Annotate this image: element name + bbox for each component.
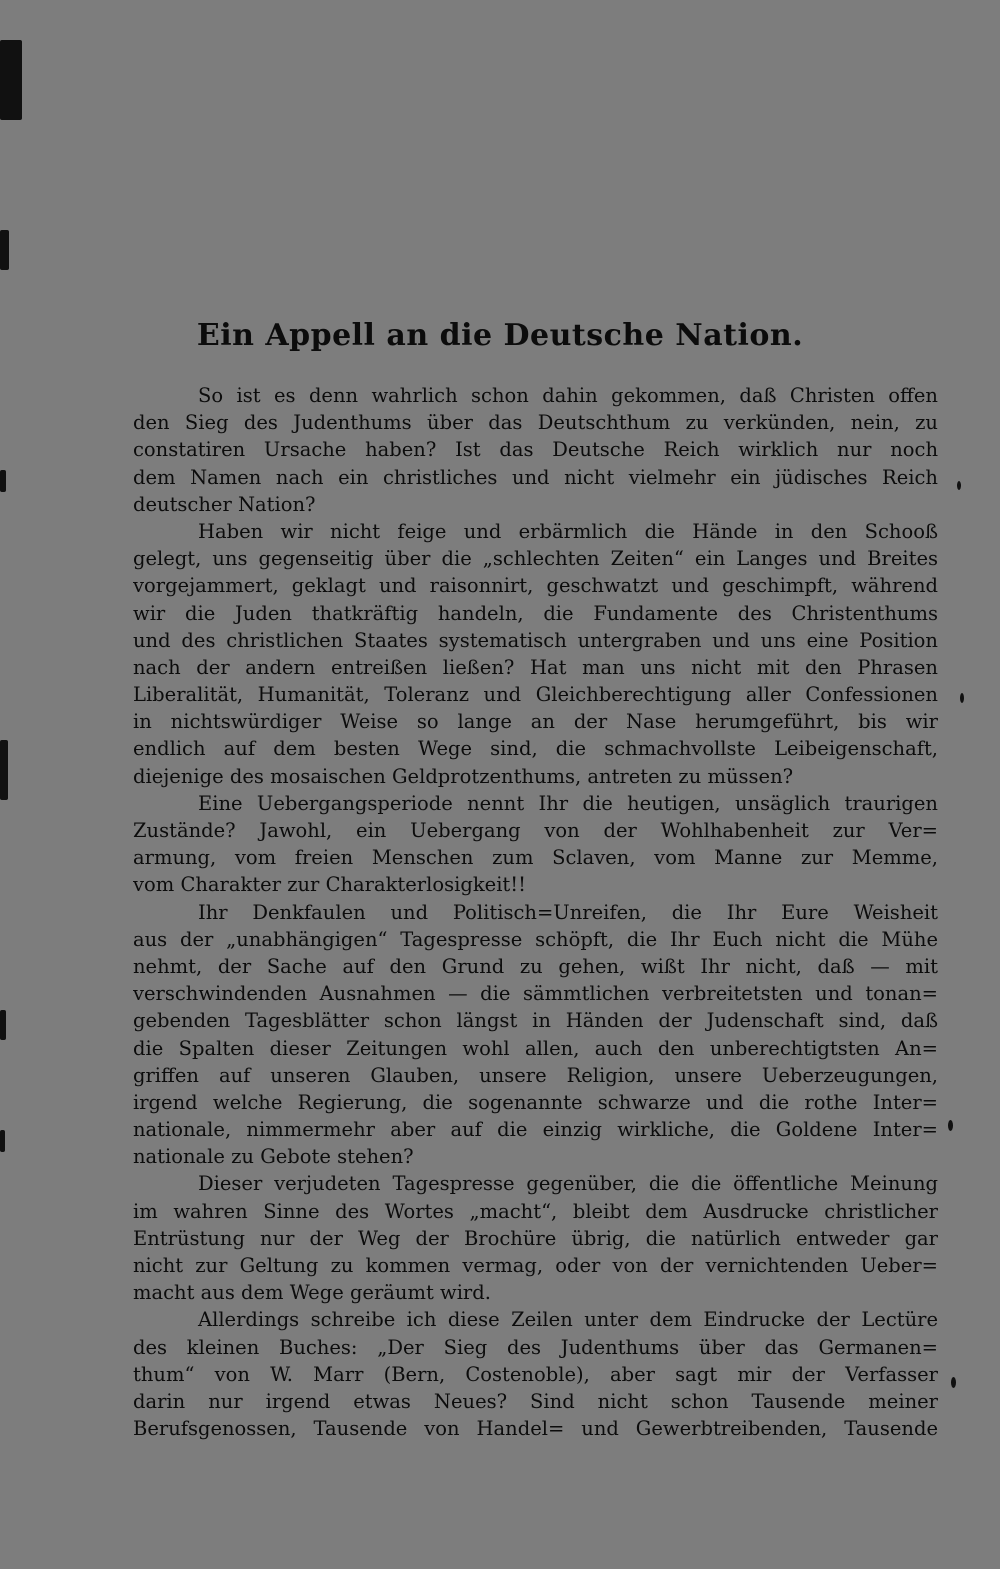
text-line: gelegt, uns gegenseitig über die „schlechten Zeiten“ ein Langes und Breites — [133, 547, 938, 571]
text-line: diejenige des mosaischen Geldprotzenthums, antreten zu müssen? — [133, 764, 794, 788]
binding-mark-2 — [0, 470, 6, 492]
text-line: aus der „unabhängigen“ Tagespresse schöpft, die Ihr Euch nicht die Mühe — [133, 927, 938, 951]
text-line: dem Namen nach ein christliches und nicht vielmehr ein jüdisches Reich — [133, 465, 938, 489]
text-line: Berufsgenossen, Tausende von Handel= und Gewerbtreibenden, Tausende — [133, 1417, 938, 1441]
binding-mark-5 — [0, 1130, 5, 1152]
text-line: den Sieg des Judenthums über das Deutschthum zu verkünden, nein, zu — [133, 411, 938, 435]
body-text — [133, 382, 938, 1442]
text-line: griffen auf unseren Glauben, unsere Religion, unsere Ueberzeugungen, — [133, 1063, 938, 1087]
text-line: armung, vom freien Menschen zum Sclaven, vom Manne zur Memme, — [133, 846, 938, 870]
text-line: Ihr Denkfaulen und Politisch=Unreifen, die Ihr Eure Weisheit — [198, 900, 938, 924]
binding-mark-3 — [0, 740, 8, 800]
text-line: Eine Uebergangsperiode nennt Ihr die heutigen, unsäglich traurigen — [198, 791, 938, 815]
text-line: vom Charakter zur Charakterlosigkeit!! — [133, 873, 526, 897]
text-line: Zustände? Jawohl, ein Uebergang von der Wohlhabenheit zur Ver= — [133, 819, 938, 842]
page-title: Ein Appell an die Deutsche Nation. — [196, 318, 804, 353]
binding-mark-4 — [0, 1010, 6, 1040]
text-line: vorgejammert, geklagt und raisonnirt, geschwatzt und geschimpft, während — [133, 574, 938, 598]
text-line: in nichtswürdiger Weise so lange an der Nase herumgeführt, bis wir — [133, 710, 938, 734]
margin-speck-1 — [957, 481, 961, 490]
text-line: So ist es denn wahrlich schon dahin gekommen, daß Christen offen — [198, 384, 938, 407]
text-line: irgend welche Regierung, die sogenannte schwarze und die rothe Inter= — [133, 1090, 938, 1114]
text-line: macht aus dem Wege geräumt wird. — [133, 1281, 491, 1305]
text-line: Entrüstung nur der Weg der Brochüre übrig, die natürlich entweder gar — [133, 1226, 938, 1250]
text-line: Dieser verjudeten Tagespresse gegenüber, die die öffentliche Meinung — [198, 1172, 938, 1196]
margin-speck-2 — [960, 693, 964, 703]
text-line: darin nur irgend etwas Neues? Sind nicht schon Tausende meiner — [133, 1389, 938, 1413]
margin-speck-3 — [948, 1120, 953, 1131]
text-line: im wahren Sinne des Wortes „macht“, bleibt dem Ausdrucke christlicher — [133, 1199, 938, 1223]
binding-mark-top — [0, 40, 22, 120]
margin-speck-4 — [951, 1377, 956, 1388]
text-line: Allerdings schreibe ich diese Zeilen unter dem Eindrucke der Lectüre — [198, 1308, 938, 1332]
text-line: endlich auf dem besten Wege sind, die schmachvollste Leibeigenschaft, — [133, 737, 938, 761]
text-line: Liberalität, Humanität, Toleranz und Gleichberechtigung aller Confessionen — [133, 683, 938, 707]
text-line: nehmt, der Sache auf den Grund zu gehen, wißt Ihr nicht, daß — mit — [133, 954, 938, 978]
text-line: constatiren Ursache haben? Ist das Deutsche Reich wirklich nur noch — [133, 438, 938, 462]
text-line: die Spalten dieser Zeitungen wohl allen, auch den unberechtigtsten An= — [133, 1036, 938, 1060]
text-line: gebenden Tagesblätter schon längst in Händen der Judenschaft sind, daß — [133, 1009, 938, 1033]
text-line: nationale, nimmermehr aber auf die einzig wirkliche, die Goldene Inter= — [133, 1118, 938, 1142]
text-line: nationale zu Gebote stehen? — [133, 1145, 414, 1169]
text-line: wir die Juden thatkräftig handeln, die Fundamente des Christenthums — [133, 601, 938, 625]
text-line: verschwindenden Ausnahmen — die sämmtlichen verbreitetsten und tonan= — [133, 982, 938, 1006]
text-line: deutscher Nation? — [133, 492, 316, 516]
text-line: nicht zur Geltung zu kommen vermag, oder von der vernichtenden Ueber= — [133, 1254, 938, 1277]
text-line: und des christlichen Staates systematisch untergraben und uns eine Position — [133, 628, 938, 652]
text-line: des kleinen Buches: „Der Sieg des Judenthums über das Germanen= — [133, 1335, 938, 1359]
text-line: thum“ von W. Marr (Bern, Costenoble), aber sagt mir der Verfasser — [133, 1362, 938, 1386]
text-line: nach der andern entreißen ließen? Hat man uns nicht mit den Phrasen — [133, 655, 938, 679]
binding-mark-1 — [0, 230, 9, 270]
text-line: Haben wir nicht feige und erbärmlich die Hände in den Schooß — [198, 519, 938, 543]
